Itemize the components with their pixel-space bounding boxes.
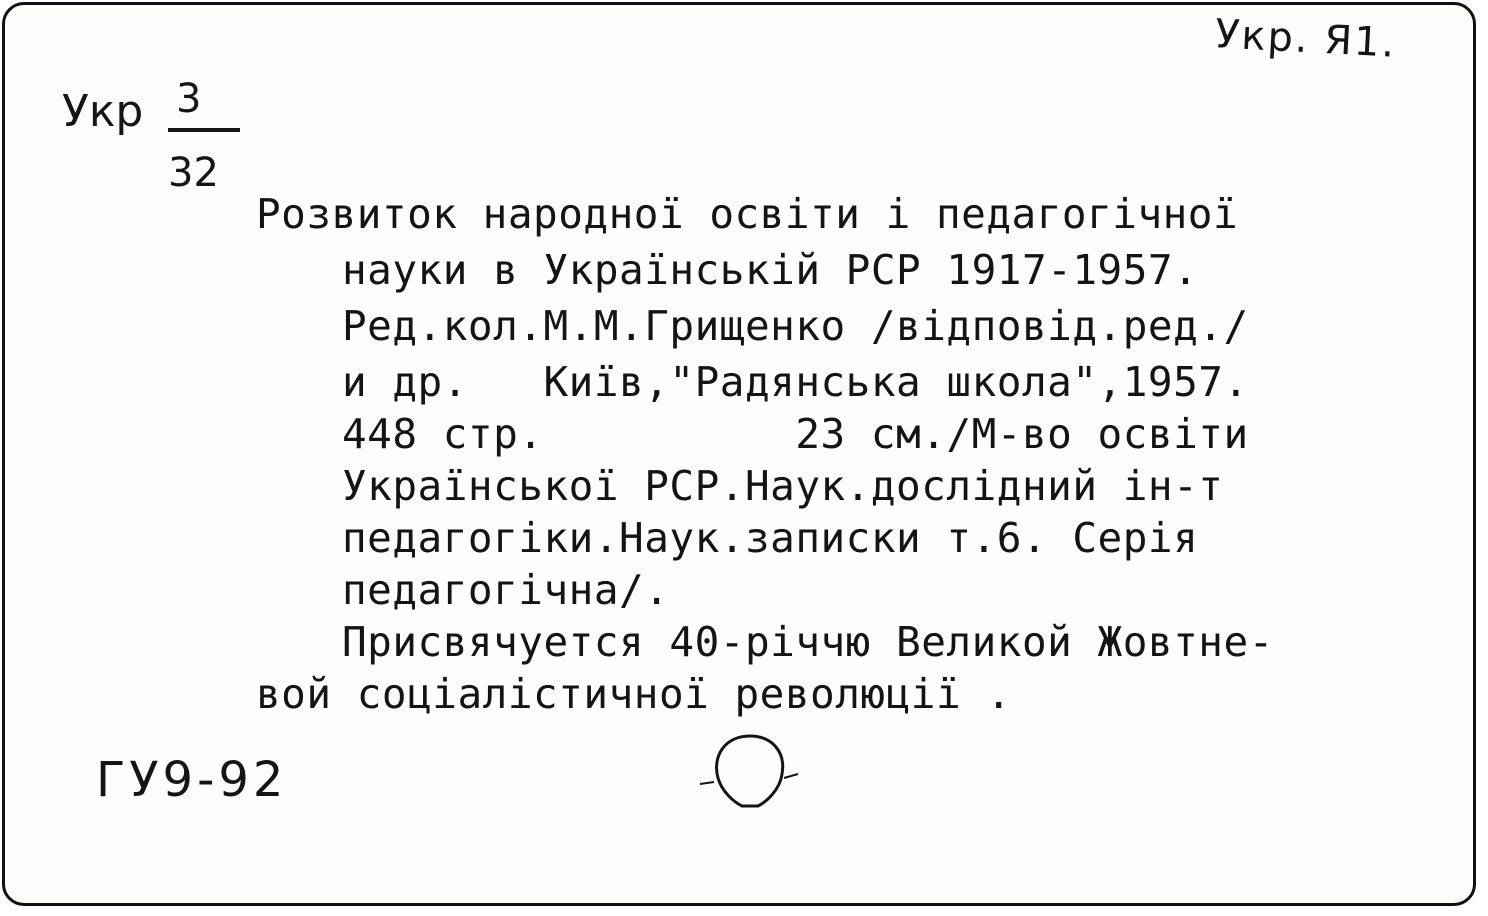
shelf-code: Укр. Я1. [1213,11,1398,67]
text-line-9: Присвячуется 40-річчю Великой Жовтне- [342,618,1274,666]
text-line-6: Української РСР.Наук.дослідний ін-т [342,462,1224,510]
text-line-8: педагогічна/. [342,566,670,614]
call-number-denominator: 32 [168,150,219,196]
text-line-4: и др. Київ,"Радянська школа",1957. [342,358,1249,406]
text-line-5: 448 стр. 23 см./М-во освіти [342,410,1249,458]
call-number-numerator: 3 [176,76,202,122]
call-number-fraction-bar [168,128,240,132]
text-line-7: педагогіки.Наук.записки т.6. Серія [342,514,1199,562]
punch-hole-icon [700,728,800,818]
text-line-10: вой соціалістичної революції . [256,670,1012,718]
text-line-2: науки в Українській РСР 1917-1957. [342,246,1199,294]
text-line-3: Ред.кол.М.М.Грищенко /відповід.ред./ [342,302,1249,350]
text-line-1: Розвиток народної освіти і педагогічної [256,190,1239,238]
call-number-prefix: Укр [62,86,144,137]
inventory-code: ГУ9-92 [96,752,288,808]
